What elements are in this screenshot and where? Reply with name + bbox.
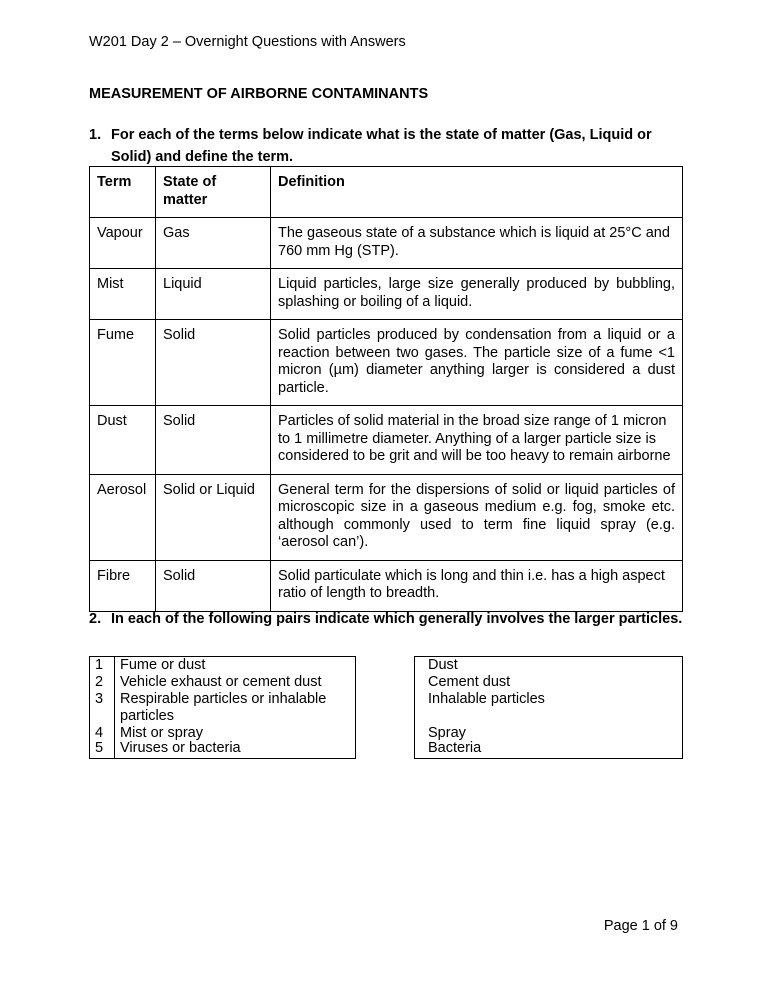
term-cell: Mist: [90, 269, 156, 320]
definitions-table: [89, 166, 683, 612]
definition-cell: Particles of solid material in the broad size range of 1 micron to 1 millimetre diameter. Anything of a larger particle size is considered to be grit and will be too heavy to remain airborne: [271, 406, 683, 475]
pair-answer: Inhalable particles: [428, 691, 545, 707]
definition-cell: Solid particles produced by condensation from a liquid or a reaction between two gases. The particle size of a fume <1 micron (µm) diameter anything larger is considered a dust particle.: [271, 320, 683, 406]
definition-cell: General term for the dispersions of solid or liquid particles of microscopic size in a gaseous medium e.g. fog, smoke etc. although commonly used to term fine liquid spray (e.g. ‘aerosol can’).: [271, 474, 683, 560]
section-title: MEASUREMENT OF AIRBORNE CONTAMINANTS: [89, 86, 429, 102]
table-row: [90, 320, 683, 406]
column-header-state: State of matter: [156, 167, 271, 218]
pair-number: 1: [95, 657, 104, 673]
pair-text: Fume or dust: [120, 657, 206, 673]
table-header-row: [90, 167, 683, 218]
document-header: W201 Day 2 – Overnight Questions with Answers: [89, 34, 406, 50]
table-row: [90, 218, 683, 269]
definition-cell: Solid particulate which is long and thin i.e. has a high aspect ratio of length to breadth.: [271, 560, 683, 611]
page-number: Page 1 of 9: [603, 918, 678, 934]
pair-answer: Bacteria: [428, 740, 482, 756]
term-cell: Dust: [90, 406, 156, 475]
state-cell: Gas: [156, 218, 271, 269]
state-cell: Solid: [156, 406, 271, 475]
question-1-text: For each of the terms below indicate what is the state of matter (Gas, Liquid or Solid) and define the term.: [111, 127, 652, 165]
pair-number: 2: [95, 674, 104, 690]
pair-answer: Spray: [428, 725, 466, 741]
state-cell: Solid or Liquid: [156, 474, 271, 560]
table-row: [90, 474, 683, 560]
question-1-number: 1.: [89, 127, 102, 143]
column-header-term: Term: [90, 167, 156, 218]
pair-answer: Dust: [428, 657, 458, 673]
table-row: [90, 269, 683, 320]
pair-text: Vehicle exhaust or cement dust: [120, 674, 322, 690]
pair-text: Mist or spray: [120, 725, 203, 741]
definition-cell: The gaseous state of a substance which is liquid at 25°C and 760 mm Hg (STP).: [271, 218, 683, 269]
question-2-text: In each of the following pairs indicate which generally involves the larger particles.: [111, 611, 683, 627]
state-cell: Solid: [156, 560, 271, 611]
term-cell: Aerosol: [90, 474, 156, 560]
term-cell: Fibre: [90, 560, 156, 611]
pair-text: Respirable particles or inhalable: [120, 691, 327, 707]
column-header-definition: Definition: [271, 167, 683, 218]
term-cell: Vapour: [90, 218, 156, 269]
pair-number: 3: [95, 691, 104, 707]
state-cell: Solid: [156, 320, 271, 406]
term-cell: Fume: [90, 320, 156, 406]
definition-cell: Liquid particles, large size generally produced by bubbling, splashing or boiling of a liquid.: [271, 269, 683, 320]
table-row: [90, 406, 683, 475]
pair-text: Viruses or bacteria: [120, 740, 241, 756]
question-1: [89, 124, 689, 168]
state-cell: Liquid: [156, 269, 271, 320]
question-2: [89, 608, 689, 630]
table-row: [90, 560, 683, 611]
question-2-number: 2.: [89, 611, 102, 627]
pair-answer: Cement dust: [428, 674, 511, 690]
pair-text-continued: particles: [120, 708, 174, 724]
pair-number: 5: [95, 740, 104, 756]
pair-number: 4: [95, 725, 104, 741]
